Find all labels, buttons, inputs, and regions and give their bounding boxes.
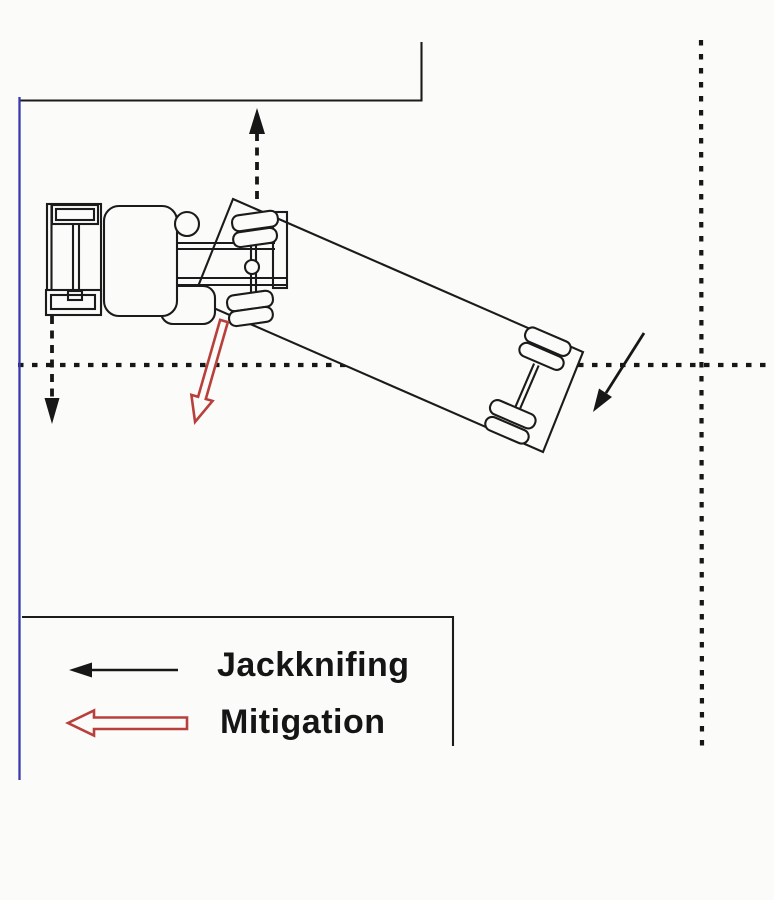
exhaust-stack	[175, 212, 199, 236]
tractor	[46, 204, 287, 327]
tractor-front-wheel	[52, 205, 98, 224]
road-corner-edge	[20, 42, 422, 101]
jackknife-arrow-trailer-rear	[593, 333, 644, 412]
jackknife-arrow-down-left	[45, 316, 60, 424]
legend-mitigation-arrow	[68, 711, 187, 736]
tractor-front-wheel	[46, 290, 101, 315]
mitigation-arrow	[184, 318, 234, 425]
legend-label-mitigation: Mitigation	[220, 703, 386, 741]
side-road-dotted-line	[701, 40, 702, 747]
tractor-cab	[104, 206, 177, 316]
legend-jackknifing-arrow	[69, 663, 178, 678]
jackknife-arrow-up	[249, 108, 265, 199]
legend-label-jackknifing: Jackknifing	[217, 646, 410, 684]
fifth-wheel-pin	[245, 260, 259, 274]
